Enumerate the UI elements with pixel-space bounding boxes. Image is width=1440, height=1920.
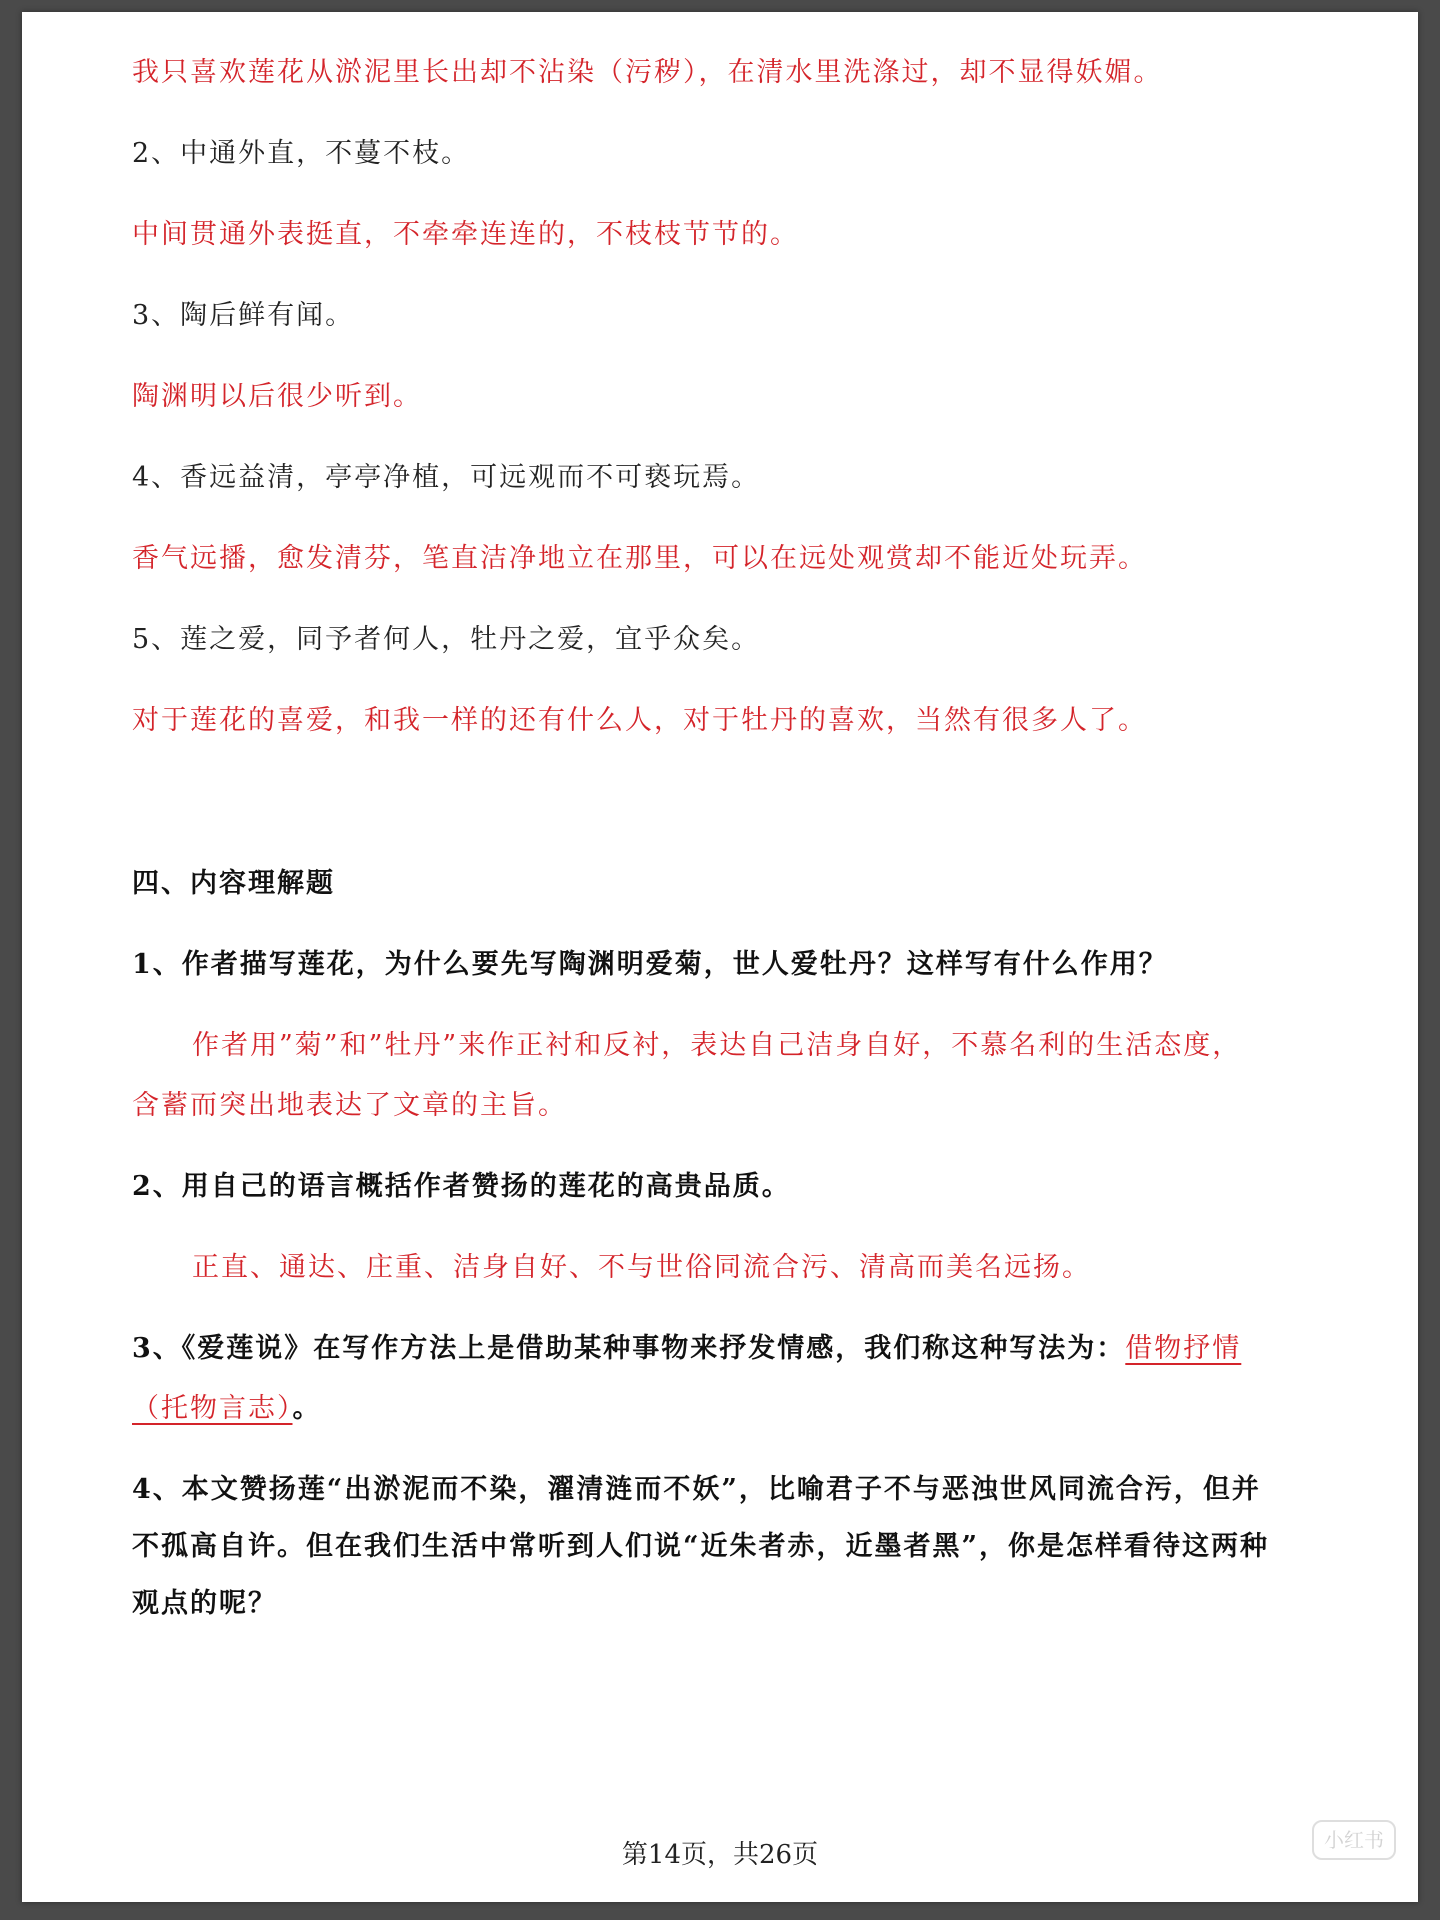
question-line: 2、中通外直，不蔓不枝。 — [132, 138, 471, 169]
page-number: 第14页，共26页 — [621, 1840, 819, 1870]
question-3-end: 。 — [292, 1393, 322, 1424]
comprehension-question-3 — [132, 1332, 1241, 1366]
translation-line: 香气远播，愈发清芬，笔直洁净地立在那里，可以在远处观赏却不能近处玩弄。 — [132, 543, 1147, 574]
comprehension-question-3-cont — [132, 1392, 322, 1426]
answer-1-line-2: 含蓄而突出地表达了文章的主旨。 — [132, 1090, 567, 1121]
comprehension-question-2: 2、用自己的语言概括作者赞扬的莲花的高贵品质。 — [132, 1171, 791, 1202]
question-3-text: 3、《爱莲说》在写作方法上是借助某种事物来抒发情感，我们称这种写法为： — [132, 1333, 1126, 1364]
comprehension-question-4-line-2: 不孤高自许。但在我们生活中常听到人们说“近朱者赤，近墨者黑”，你是怎样看待这两种 — [132, 1531, 1270, 1562]
comprehension-question-1: 1、作者描写莲花，为什么要先写陶渊明爱菊，世人爱牡丹？这样写有什么作用？ — [132, 949, 1168, 980]
comprehension-question-4-line-1: 4、本文赞扬莲“出淤泥而不染，濯清涟而不妖”，比喻君子不与恶浊世风同流合污，但并 — [132, 1474, 1261, 1505]
question-line: 5、莲之爱，同予者何人，牡丹之爱，宜乎众矣。 — [132, 624, 761, 655]
answer-1-line-1: 作者用”菊”和”牡丹”来作正衬和反衬，表达自己洁身自好，不慕名利的生活态度， — [192, 1030, 1242, 1061]
question-line: 3、陶后鲜有闻。 — [132, 300, 355, 331]
answer-2: 正直、通达、庄重、洁身自好、不与世俗同流合污、清高而美名远扬。 — [192, 1252, 1091, 1283]
question-line: 4、香远益清，亭亭净植，可远观而不可亵玩焉。 — [132, 462, 761, 493]
translation-line: 陶渊明以后很少听到。 — [132, 381, 422, 412]
section-heading: 四、内容理解题 — [132, 868, 335, 899]
translation-line: 我只喜欢莲花从淤泥里长出却不沾染（污秽），在清水里洗涤过，却不显得妖媚。 — [132, 57, 1163, 88]
answer-3-part-2: （托物言志） — [132, 1393, 293, 1424]
answer-3-part-1: 借物抒情 — [1125, 1333, 1242, 1364]
translation-line: 对于莲花的喜爱，和我一样的还有什么人，对于牡丹的喜欢，当然有很多人了。 — [132, 705, 1147, 736]
document-page — [22, 12, 1418, 1902]
translation-line: 中间贯通外表挺直，不牵牵连连的，不枝枝节节的。 — [132, 219, 799, 250]
watermark-logo: 小红书 — [1312, 1820, 1396, 1860]
comprehension-question-4-line-3: 观点的呢？ — [132, 1588, 277, 1619]
